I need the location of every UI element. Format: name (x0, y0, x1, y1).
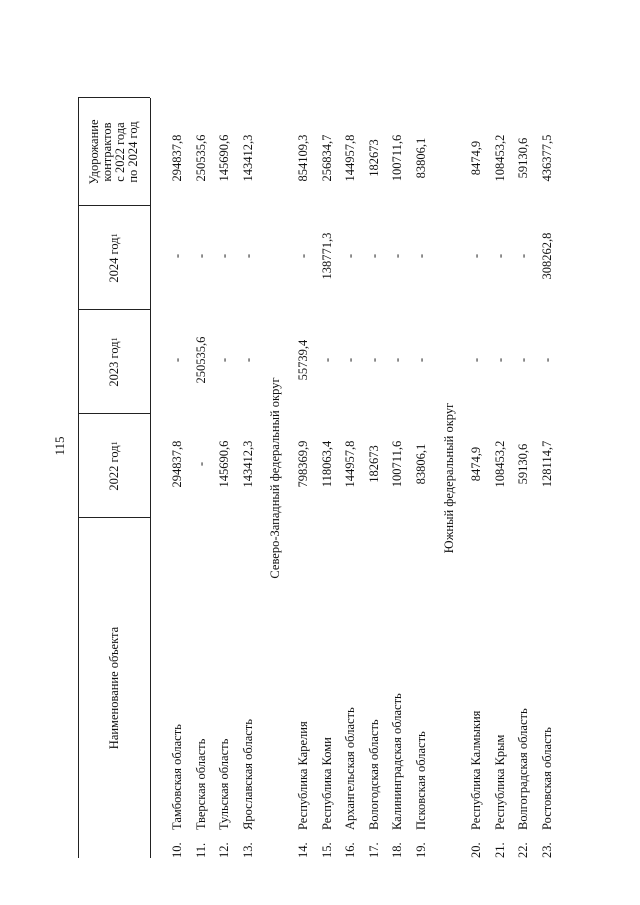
value-2023: - (516, 357, 531, 363)
value-2024: - (240, 253, 255, 259)
table-row (363, 98, 386, 858)
header-bottom-rule (150, 98, 151, 858)
value-increase: 100711,6 (390, 134, 405, 182)
value-2022: 59130,6 (516, 443, 531, 485)
value-2022: 83806,1 (414, 443, 428, 485)
table-row (237, 98, 260, 858)
value-2024: - (296, 253, 310, 259)
value-2024: - (469, 253, 484, 259)
value-2024: - (390, 253, 405, 259)
header-2024-text: 2024 год (106, 237, 121, 283)
value-2023: - (343, 357, 358, 363)
value-2023: - (469, 357, 484, 363)
value-2024: - (343, 253, 358, 259)
value-increase: 143412,3 (240, 134, 255, 182)
value-2023: - (414, 357, 428, 363)
table-row (465, 98, 488, 858)
region-name: Тверская область (193, 738, 208, 830)
table-row (386, 98, 409, 858)
value-2022: 100711,6 (390, 440, 405, 488)
value-2023: 55739,4 (296, 339, 310, 381)
row-number: 17. (366, 842, 381, 858)
header-2023-text: 2023 год (106, 341, 121, 387)
row-number: 23. (540, 842, 554, 858)
header-2024 (78, 206, 150, 310)
row-number: 22. (516, 842, 531, 858)
region-name: Калининградская область (390, 693, 405, 830)
row-number: 13. (240, 842, 255, 858)
value-2022: 128114,7 (540, 440, 554, 488)
value-2024: - (516, 253, 531, 259)
region-name: Волгоградская область (516, 708, 531, 830)
row-number: 12. (217, 842, 232, 858)
row-number: 16. (343, 842, 358, 858)
contracts-table (78, 28, 640, 858)
region-name: Псковская область (414, 731, 428, 830)
value-2023: - (217, 357, 232, 363)
value-2022: 145690,6 (217, 440, 232, 488)
rotated-table (78, 28, 640, 858)
value-2022: 143412,3 (240, 440, 255, 488)
row-number: 20. (469, 842, 484, 858)
region-name: Вологодская область (366, 719, 381, 830)
value-2022: 182673 (366, 445, 381, 483)
value-2023: - (319, 357, 334, 363)
region-name: Республика Карелия (296, 721, 310, 830)
table-row (339, 98, 362, 858)
footnote-mark: 1 (109, 233, 119, 238)
row-number: 14. (296, 842, 310, 858)
district-group-label: Южный федеральный округ (441, 402, 456, 554)
value-2022: 144957,8 (343, 440, 358, 488)
value-2023: 250535,6 (193, 336, 208, 384)
row-number: 11. (193, 842, 208, 858)
value-increase: 182673 (366, 139, 381, 177)
row-number: 15. (319, 842, 334, 858)
table-row (166, 98, 189, 858)
region-name: Тульская область (217, 738, 232, 830)
header-increase-line: с 2022 года (113, 122, 127, 182)
value-2022: 294837,8 (170, 440, 184, 488)
value-increase: 8474,9 (469, 140, 484, 176)
value-increase: 294837,8 (170, 134, 184, 182)
header-2022 (78, 414, 150, 518)
header-increase (78, 98, 150, 206)
table-row (190, 98, 213, 858)
row-number: 18. (390, 842, 405, 858)
value-2023: - (492, 357, 507, 363)
region-name: Архангельская область (343, 707, 358, 830)
page-number: 115 (52, 436, 67, 456)
value-2022: 108453,2 (492, 440, 507, 488)
footnote-mark: 1 (109, 337, 119, 342)
value-increase: 145690,6 (217, 134, 232, 182)
region-name: Ростовская область (540, 727, 554, 830)
value-increase: 436377,5 (540, 134, 554, 182)
table-row (512, 98, 535, 858)
region-name: Ярославская область (240, 719, 255, 830)
value-2024: - (492, 253, 507, 259)
row-number: 10. (170, 842, 184, 858)
value-2024: - (414, 253, 428, 259)
value-2022: 798369,9 (296, 440, 310, 488)
value-increase: 250535,6 (193, 134, 208, 182)
value-2023: - (366, 357, 381, 363)
value-2024: - (366, 253, 381, 259)
region-name: Республика Калмыкия (469, 710, 484, 830)
header-increase-line: по 2024 год (126, 121, 140, 183)
value-2024: - (170, 253, 184, 259)
value-2024: 308262,8 (540, 232, 554, 280)
value-increase: 108453,2 (492, 134, 507, 182)
table-row (489, 98, 512, 858)
value-increase: 83806,1 (414, 137, 428, 179)
header-name-text: Наименование объекта (106, 626, 121, 750)
value-2023: - (170, 357, 184, 363)
table-row (536, 98, 559, 858)
value-increase: 256834,7 (319, 134, 334, 182)
header-increase-line: Удорожание (87, 119, 101, 185)
district-group-label: Северо-Западный федеральный округ (268, 377, 283, 579)
header-2023 (78, 310, 150, 414)
value-2022: - (193, 461, 208, 467)
region-name: Республика Коми (319, 737, 334, 830)
row-number: 21. (492, 842, 507, 858)
value-2024: 138771,3 (319, 232, 334, 280)
value-increase: 59130,6 (516, 137, 531, 179)
value-increase: 854109,3 (296, 134, 310, 182)
value-2023: - (390, 357, 405, 363)
region-name: Тамбовская область (170, 724, 184, 830)
table-row (292, 98, 315, 858)
value-2024: - (217, 253, 232, 259)
table-row (316, 98, 339, 858)
value-2023: - (540, 357, 554, 363)
value-increase: 144957,8 (343, 134, 358, 182)
header-2022-text: 2022 год (106, 445, 121, 491)
region-name: Республика Крым (492, 734, 507, 830)
table-row (410, 98, 433, 858)
value-2022: 8474,9 (469, 446, 484, 482)
value-2023: - (240, 357, 255, 363)
table-row (213, 98, 236, 858)
value-2024: - (193, 253, 208, 259)
footnote-mark: 1 (109, 441, 119, 446)
row-number: 19. (414, 842, 428, 858)
header-increase-line: контрактов (100, 122, 114, 182)
value-2022: 118063,4 (319, 440, 334, 488)
header-name (78, 518, 150, 858)
